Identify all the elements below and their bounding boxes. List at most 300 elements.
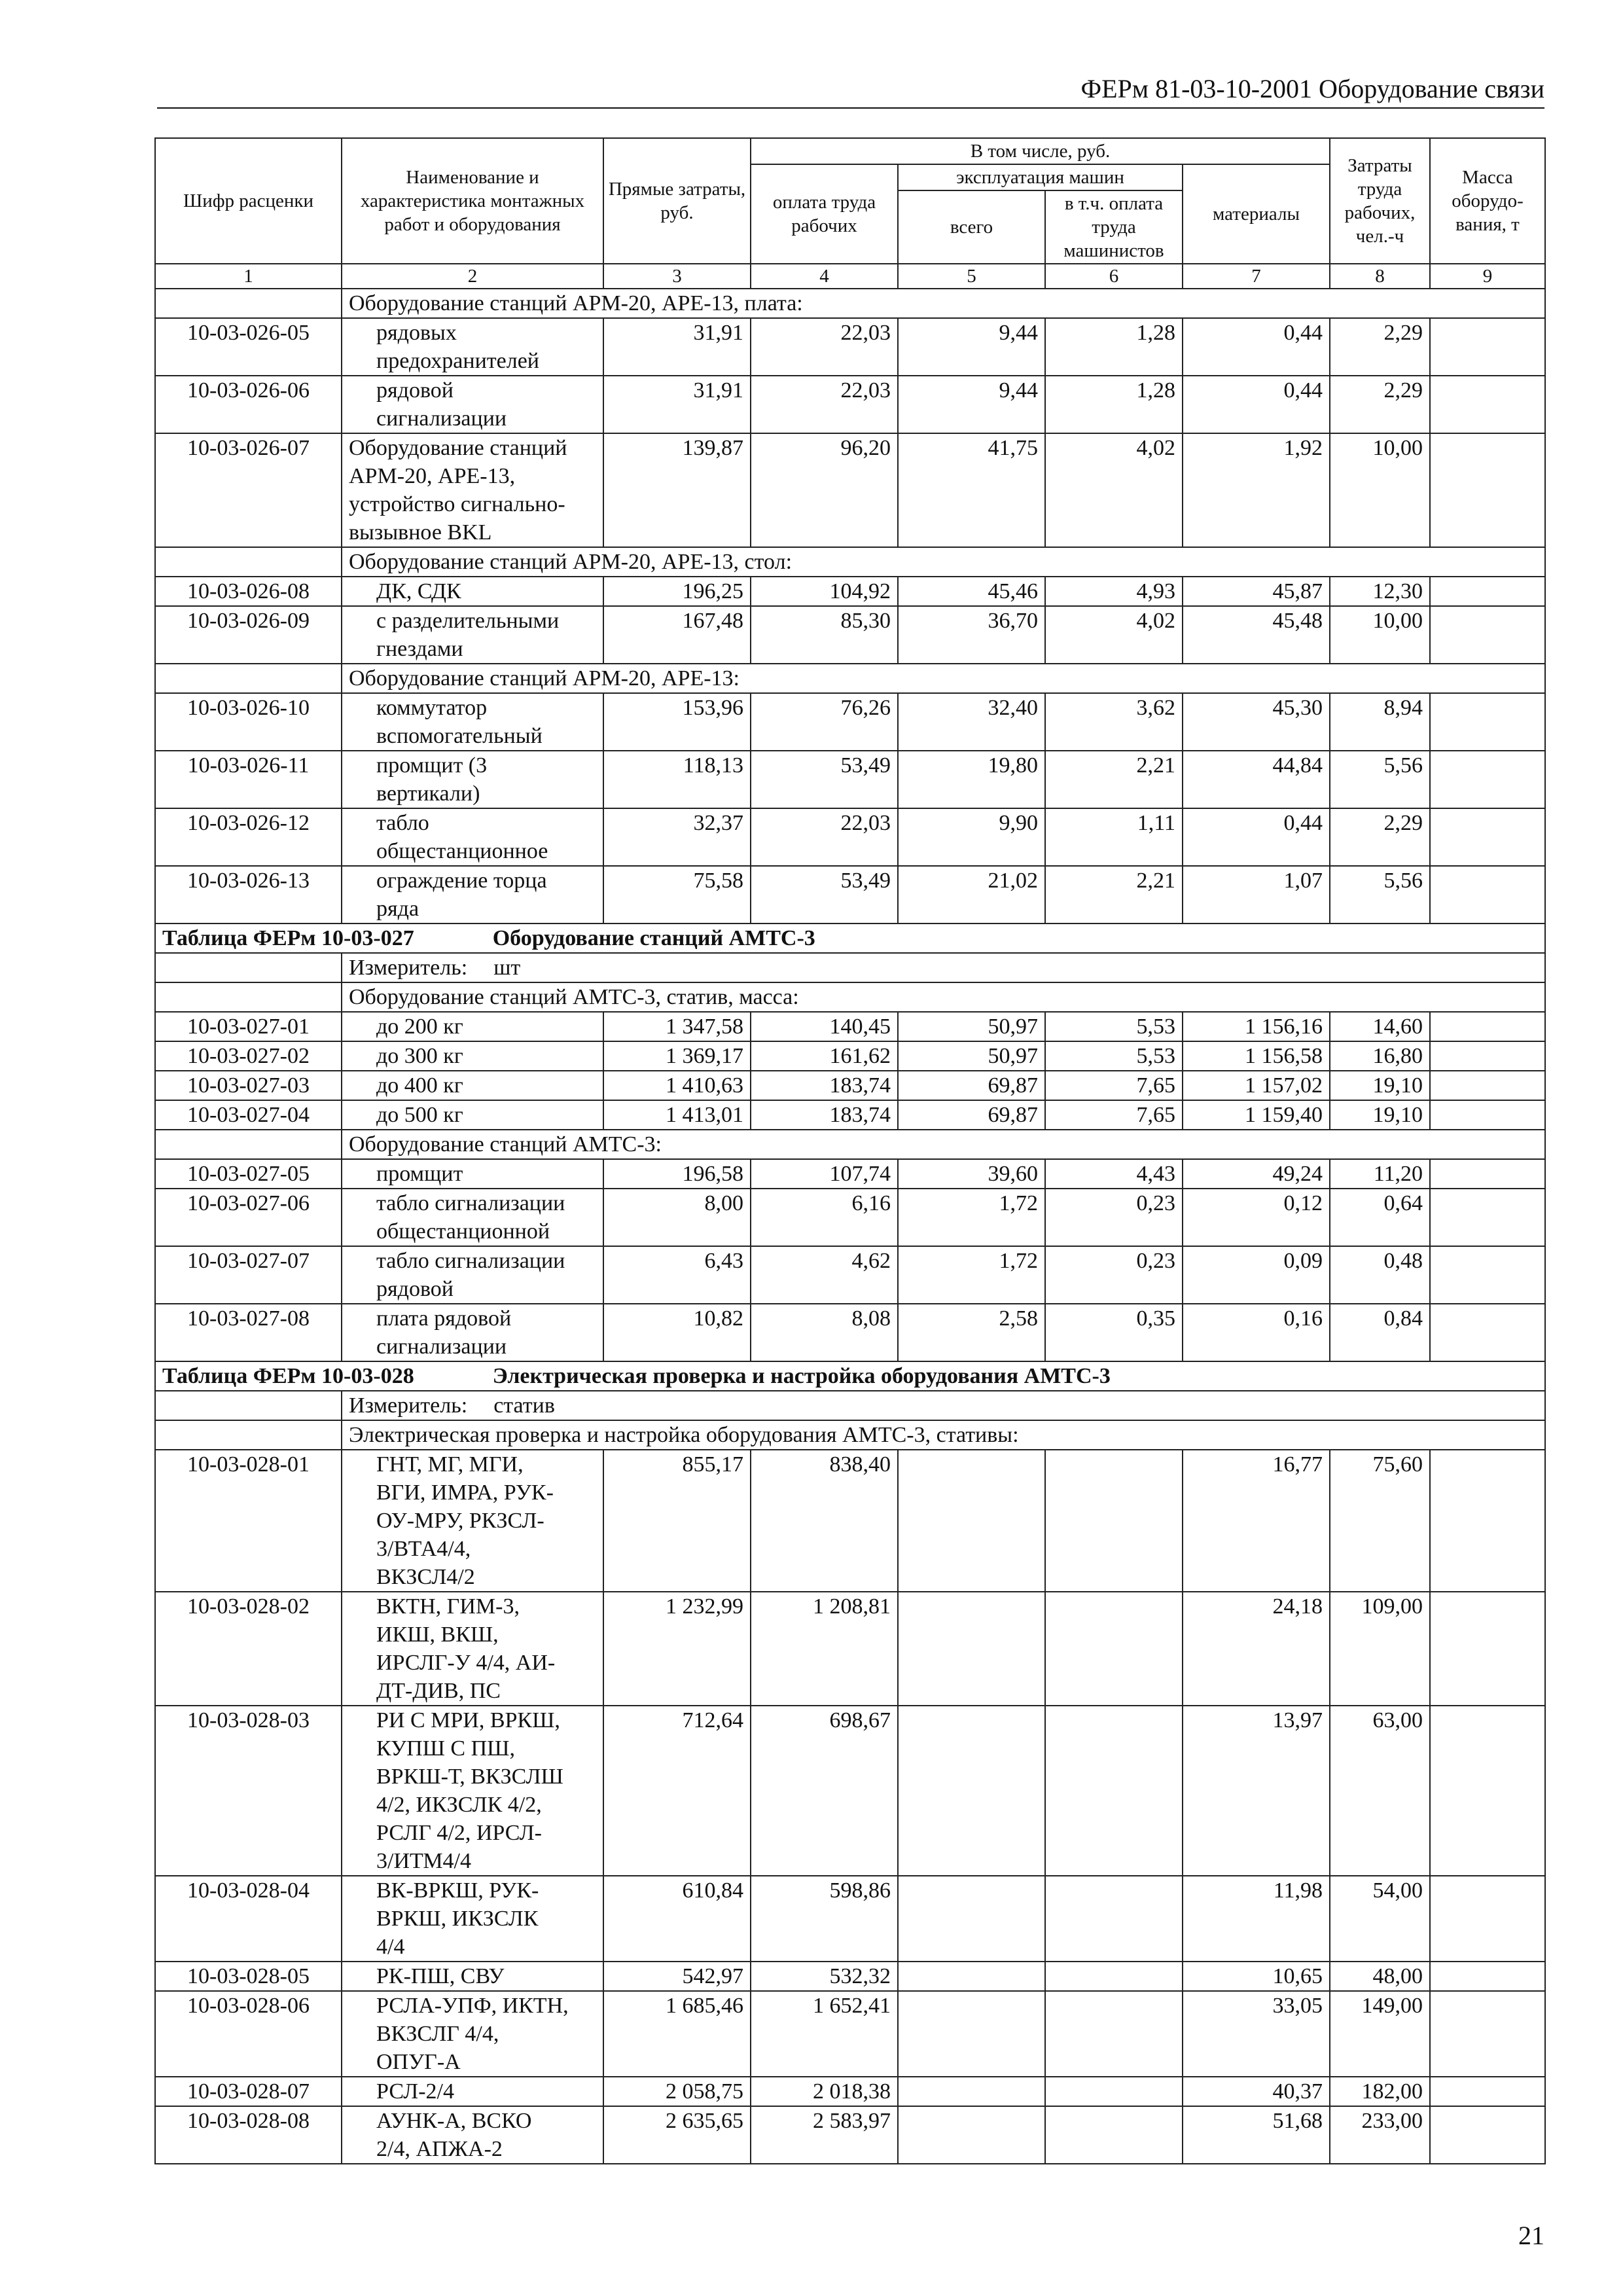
materials: 49,24 [1183,1159,1330,1189]
column-number: 9 [1430,264,1545,289]
labor-pay: 2 018,38 [751,2077,898,2106]
work-name: АУНК-А, ВСКО 2/4, АПЖА-2 [342,2106,603,2164]
labor-hours: 182,00 [1330,2077,1430,2106]
labor-hours: 2,29 [1330,808,1430,866]
direct-costs: 167,48 [603,606,751,664]
machinist-pay: 1,28 [1045,318,1183,376]
work-name: ВК-ВРКШ, РУК- ВРКШ, ИКЗСЛК 4/4 [342,1876,603,1962]
equipment-mass [1430,1071,1545,1100]
labor-hours: 2,29 [1330,318,1430,376]
equipment-mass [1430,866,1545,924]
group-spacer [155,1391,342,1420]
labor-hours: 12,30 [1330,577,1430,606]
table-name: Оборудование станций АМТС-3 [492,926,815,950]
machine-total: 9,44 [898,318,1045,376]
column-number: 3 [603,264,751,289]
rate-code: 10-03-027-06 [155,1189,342,1246]
table-title [155,924,1545,953]
machinist-pay: 4,93 [1045,577,1183,606]
work-name: РИ С МРИ, ВРКШ, КУПШ С ПШ, ВРКШ-Т, ВКЗСЛШ 4/2, ИКЗСЛК 4/2, РСЛГ 4/2, ИРСЛ- 3/ИТМ4/4 [342,1706,603,1876]
machinist-pay: 5,53 [1045,1012,1183,1041]
work-name: до 500 кг [342,1100,603,1130]
machinist-pay: 7,65 [1045,1100,1183,1130]
materials: 13,97 [1183,1706,1330,1876]
labor-pay: 104,92 [751,577,898,606]
table-row [155,1041,1545,1071]
labor-hours: 19,10 [1330,1100,1430,1130]
materials: 0,09 [1183,1246,1330,1304]
equipment-mass [1430,1246,1545,1304]
table-row [155,606,1545,664]
materials: 1 159,40 [1183,1100,1330,1130]
machinist-pay [1045,1592,1183,1706]
equipment-mass [1430,1991,1545,2077]
rate-code: 10-03-027-08 [155,1304,342,1361]
equipment-mass [1430,1189,1545,1246]
machine-total [898,1450,1045,1592]
price-table [154,137,1546,2164]
labor-pay: 22,03 [751,808,898,866]
rate-code: 10-03-027-05 [155,1159,342,1189]
labor-hours: 233,00 [1330,2106,1430,2164]
work-name: рядовой сигнализации [342,376,603,433]
group-label: Оборудование станций АМТС-3, статив, масса: [342,982,1545,1012]
group-label: Оборудование станций АРМ-20, АРЕ-13, стол: [342,547,1545,577]
column-number: 1 [155,264,342,289]
measure-value: шт [493,956,521,980]
materials: 11,98 [1183,1876,1330,1962]
equipment-mass [1430,318,1545,376]
machinist-pay [1045,2077,1183,2106]
rate-code: 10-03-026-10 [155,693,342,751]
table-row [155,1876,1545,1962]
table-title [155,1361,1545,1391]
group-spacer [155,547,342,577]
materials: 1,92 [1183,433,1330,547]
rate-code: 10-03-027-04 [155,1100,342,1130]
direct-costs: 2 058,75 [603,2077,751,2106]
equipment-mass [1430,2106,1545,2164]
labor-pay: 183,74 [751,1071,898,1100]
table-row [155,1450,1545,1592]
labor-pay: 53,49 [751,751,898,808]
direct-costs: 75,58 [603,866,751,924]
direct-costs: 855,17 [603,1450,751,1592]
direct-costs: 6,43 [603,1246,751,1304]
table-number: Таблица ФЕРм 10-03-027 [162,926,414,950]
group-spacer [155,1420,342,1450]
machine-total: 9,90 [898,808,1045,866]
machinist-pay: 1,11 [1045,808,1183,866]
work-name: плата рядовой сигнализации [342,1304,603,1361]
labor-pay: 2 583,97 [751,2106,898,2164]
table-row [155,318,1545,376]
measure-row [155,953,1545,982]
labor-pay: 107,74 [751,1159,898,1189]
labor-pay: 140,45 [751,1012,898,1041]
column-number: 4 [751,264,898,289]
materials: 1 157,02 [1183,1071,1330,1100]
measure-row [155,1391,1545,1420]
equipment-mass [1430,751,1545,808]
labor-pay: 698,67 [751,1706,898,1876]
direct-costs: 1 369,17 [603,1041,751,1071]
table-row [155,1304,1545,1361]
materials: 51,68 [1183,2106,1330,2164]
labor-hours: 19,10 [1330,1071,1430,1100]
work-name: ограждение торца ряда [342,866,603,924]
work-name: РК-ПШ, СВУ [342,1962,603,1991]
rate-code: 10-03-027-02 [155,1041,342,1071]
machinist-pay: 0,35 [1045,1304,1183,1361]
materials: 1 156,58 [1183,1041,1330,1071]
machinist-pay [1045,1450,1183,1592]
group-spacer [155,664,342,693]
equipment-mass [1430,433,1545,547]
table-row [155,2106,1545,2164]
labor-pay: 96,20 [751,433,898,547]
labor-pay: 183,74 [751,1100,898,1130]
machinist-pay [1045,2106,1183,2164]
machine-total: 50,97 [898,1041,1045,1071]
table-name: Электрическая проверка и настройка оборудования АМТС-3 [492,1364,1111,1388]
header-labor-pay: оплата труда рабочих [751,164,898,264]
rate-code: 10-03-026-06 [155,376,342,433]
column-numbers-row [155,264,1545,289]
table-row [155,1991,1545,2077]
labor-hours: 48,00 [1330,1962,1430,1991]
direct-costs: 196,25 [603,577,751,606]
measure-value: статив [493,1393,555,1418]
column-number: 5 [898,264,1045,289]
machine-total [898,1991,1045,2077]
work-name: РСЛА-УПФ, ИКТН, ВКЗСЛГ 4/4, ОПУГ-А [342,1991,603,2077]
work-name: табло сигнализации общестанционной [342,1189,603,1246]
machine-total: 19,80 [898,751,1045,808]
work-name: РСЛ-2/4 [342,2077,603,2106]
rate-code: 10-03-028-04 [155,1876,342,1962]
direct-costs: 196,58 [603,1159,751,1189]
table-row [155,1071,1545,1100]
direct-costs: 712,64 [603,1706,751,1876]
machine-total [898,2106,1045,2164]
equipment-mass [1430,2077,1545,2106]
column-number: 2 [342,264,603,289]
table-row [155,866,1545,924]
labor-hours: 0,84 [1330,1304,1430,1361]
work-name: рядовых предохранителей [342,318,603,376]
direct-costs: 610,84 [603,1876,751,1962]
materials: 44,84 [1183,751,1330,808]
rate-code: 10-03-026-12 [155,808,342,866]
labor-hours: 5,56 [1330,751,1430,808]
header-direct-costs: Прямые затраты, руб. [603,138,751,264]
machine-total: 21,02 [898,866,1045,924]
materials: 40,37 [1183,2077,1330,2106]
group-spacer [155,1130,342,1159]
work-name: промщит (3 вертикали) [342,751,603,808]
materials: 45,48 [1183,606,1330,664]
rate-code: 10-03-028-02 [155,1592,342,1706]
work-name: ВКТН, ГИМ-3, ИКШ, ВКШ, ИРСЛГ-У 4/4, АИ- ДТ-ДИВ, ПС [342,1592,603,1706]
direct-costs: 1 413,01 [603,1100,751,1130]
direct-costs: 1 410,63 [603,1071,751,1100]
labor-hours: 11,20 [1330,1159,1430,1189]
labor-pay: 4,62 [751,1246,898,1304]
equipment-mass [1430,1876,1545,1962]
table-row [155,2077,1545,2106]
header-including: В том числе, руб. [751,138,1330,164]
direct-costs: 153,96 [603,693,751,751]
direct-costs: 10,82 [603,1304,751,1361]
rate-code: 10-03-026-05 [155,318,342,376]
direct-costs: 8,00 [603,1189,751,1246]
labor-hours: 10,00 [1330,606,1430,664]
materials: 45,30 [1183,693,1330,751]
header-code: Шифр расценки [155,138,342,264]
measure-label: Измеритель: [349,956,468,980]
document-header-title: ФЕРм 81-03-10-2001 Оборудование связи [1080,74,1544,103]
group-label: Оборудование станций АМТС-3: [342,1130,1545,1159]
machinist-pay [1045,1962,1183,1991]
labor-pay: 22,03 [751,318,898,376]
header-divider [157,107,1544,109]
equipment-mass [1430,808,1545,866]
table-title-row [155,924,1545,953]
work-name: до 400 кг [342,1071,603,1100]
machinist-pay: 2,21 [1045,751,1183,808]
work-name: табло общестанционное [342,808,603,866]
labor-hours: 109,00 [1330,1592,1430,1706]
group-label: Электрическая проверка и настройка оборудования АМТС-3, стативы: [342,1420,1545,1450]
machine-total: 1,72 [898,1246,1045,1304]
labor-pay: 532,32 [751,1962,898,1991]
labor-hours: 149,00 [1330,1991,1430,2077]
machine-total: 9,44 [898,376,1045,433]
machinist-pay: 3,62 [1045,693,1183,751]
machinist-pay [1045,1991,1183,2077]
machinist-pay: 4,43 [1045,1159,1183,1189]
labor-pay: 22,03 [751,376,898,433]
table-row [155,1159,1545,1189]
group-spacer [155,289,342,318]
group-header-row [155,1130,1545,1159]
direct-costs: 2 635,65 [603,2106,751,2164]
table-row [155,751,1545,808]
equipment-mass [1430,606,1545,664]
table-number: Таблица ФЕРм 10-03-028 [162,1364,414,1388]
group-header-row [155,1420,1545,1450]
materials: 0,16 [1183,1304,1330,1361]
materials: 16,77 [1183,1450,1330,1592]
group-spacer [155,953,342,982]
labor-pay: 1 208,81 [751,1592,898,1706]
measure-label: Измеритель: [349,1393,468,1418]
equipment-mass [1430,1159,1545,1189]
machinist-pay: 4,02 [1045,433,1183,547]
equipment-mass [1430,1450,1545,1592]
rate-code: 10-03-027-07 [155,1246,342,1304]
table-row [155,1962,1545,1991]
table-row [155,808,1545,866]
labor-pay: 1 652,41 [751,1991,898,2077]
labor-pay: 838,40 [751,1450,898,1592]
table-body [155,289,1545,2164]
labor-hours: 0,48 [1330,1246,1430,1304]
table-row [155,1100,1545,1130]
machine-total: 2,58 [898,1304,1045,1361]
table-row [155,1189,1545,1246]
machine-total: 45,46 [898,577,1045,606]
labor-pay: 598,86 [751,1876,898,1962]
machine-total: 1,72 [898,1189,1045,1246]
equipment-mass [1430,1962,1545,1991]
machine-total [898,1706,1045,1876]
labor-hours: 8,94 [1330,693,1430,751]
table-row [155,376,1545,433]
equipment-mass [1430,693,1545,751]
machinist-pay: 2,21 [1045,866,1183,924]
rate-code: 10-03-026-08 [155,577,342,606]
group-label: Оборудование станций АРМ-20, АРЕ-13: [342,664,1545,693]
page-number: 21 [1518,2221,1544,2250]
machine-total: 69,87 [898,1100,1045,1130]
machine-total [898,1962,1045,1991]
group-header-row [155,547,1545,577]
direct-costs: 1 685,46 [603,1991,751,2077]
equipment-mass [1430,1100,1545,1130]
work-name: коммутатор вспомогательный [342,693,603,751]
column-number: 7 [1183,264,1330,289]
machine-total: 69,87 [898,1071,1045,1100]
machinist-pay: 5,53 [1045,1041,1183,1071]
labor-hours: 10,00 [1330,433,1430,547]
group-header-row [155,664,1545,693]
group-label: Оборудование станций АРМ-20, АРЕ-13, плата: [342,289,1545,318]
labor-pay: 8,08 [751,1304,898,1361]
work-name: табло сигнализации рядовой [342,1246,603,1304]
labor-pay: 6,16 [751,1189,898,1246]
direct-costs: 118,13 [603,751,751,808]
machinist-pay: 1,28 [1045,376,1183,433]
rate-code: 10-03-027-03 [155,1071,342,1100]
work-name: ДК, СДК [342,577,603,606]
header-machine-operation: эксплуатация машин [898,164,1183,190]
machine-total: 39,60 [898,1159,1045,1189]
labor-pay: 53,49 [751,866,898,924]
group-header-row [155,982,1545,1012]
materials: 0,44 [1183,808,1330,866]
work-name: промщит [342,1159,603,1189]
machinist-pay: 0,23 [1045,1246,1183,1304]
machinist-pay: 4,02 [1045,606,1183,664]
rate-code: 10-03-026-11 [155,751,342,808]
equipment-mass [1430,376,1545,433]
rate-code: 10-03-026-09 [155,606,342,664]
rate-code: 10-03-026-07 [155,433,342,547]
table-row [155,433,1545,547]
rate-code: 10-03-026-13 [155,866,342,924]
materials: 0,44 [1183,318,1330,376]
table-row [155,1592,1545,1706]
direct-costs: 139,87 [603,433,751,547]
measure-unit [342,953,1545,982]
rate-code: 10-03-028-05 [155,1962,342,1991]
materials: 24,18 [1183,1592,1330,1706]
equipment-mass [1430,577,1545,606]
table-row [155,1012,1545,1041]
group-spacer [155,982,342,1012]
machine-total [898,2077,1045,2106]
labor-hours: 14,60 [1330,1012,1430,1041]
direct-costs: 1 232,99 [603,1592,751,1706]
table-title-row [155,1361,1545,1391]
machine-total: 36,70 [898,606,1045,664]
header-materials: материалы [1183,164,1330,264]
direct-costs: 31,91 [603,318,751,376]
work-name: до 200 кг [342,1012,603,1041]
work-name: до 300 кг [342,1041,603,1071]
direct-costs: 32,37 [603,808,751,866]
labor-hours: 75,60 [1330,1450,1430,1592]
rate-code: 10-03-028-06 [155,1991,342,2077]
table-row [155,577,1545,606]
machine-total: 50,97 [898,1012,1045,1041]
labor-hours: 63,00 [1330,1706,1430,1876]
materials: 1,07 [1183,866,1330,924]
materials: 0,12 [1183,1189,1330,1246]
materials: 33,05 [1183,1991,1330,2077]
machine-total: 32,40 [898,693,1045,751]
materials: 45,87 [1183,577,1330,606]
work-name: Оборудование станций АРМ-20, АРЕ-13, устройство сигнально- вызывное BKL [342,433,603,547]
materials: 1 156,16 [1183,1012,1330,1041]
equipment-mass [1430,1304,1545,1361]
machinist-pay [1045,1876,1183,1962]
machine-total [898,1876,1045,1962]
work-name: с разделительными гнездами [342,606,603,664]
materials: 10,65 [1183,1962,1330,1991]
table-row [155,1706,1545,1876]
rate-code: 10-03-028-07 [155,2077,342,2106]
labor-hours: 16,80 [1330,1041,1430,1071]
table-row [155,693,1545,751]
table-row [155,1246,1545,1304]
equipment-mass [1430,1592,1545,1706]
labor-pay: 161,62 [751,1041,898,1071]
labor-pay: 76,26 [751,693,898,751]
header-equipment-mass: Масса оборудо-вания, т [1430,138,1545,264]
machine-total [898,1592,1045,1706]
group-header-row [155,289,1545,318]
equipment-mass [1430,1012,1545,1041]
equipment-mass [1430,1041,1545,1071]
materials: 0,44 [1183,376,1330,433]
rate-code: 10-03-027-01 [155,1012,342,1041]
header-machine-total: всего [898,190,1045,264]
machine-total: 41,75 [898,433,1045,547]
labor-hours: 5,56 [1330,866,1430,924]
labor-hours: 0,64 [1330,1189,1430,1246]
labor-hours: 54,00 [1330,1876,1430,1962]
rate-code: 10-03-028-03 [155,1706,342,1876]
column-number: 6 [1045,264,1183,289]
direct-costs: 542,97 [603,1962,751,1991]
machinist-pay: 0,23 [1045,1189,1183,1246]
machinist-pay [1045,1706,1183,1876]
labor-hours: 2,29 [1330,376,1430,433]
rate-code: 10-03-028-01 [155,1450,342,1592]
